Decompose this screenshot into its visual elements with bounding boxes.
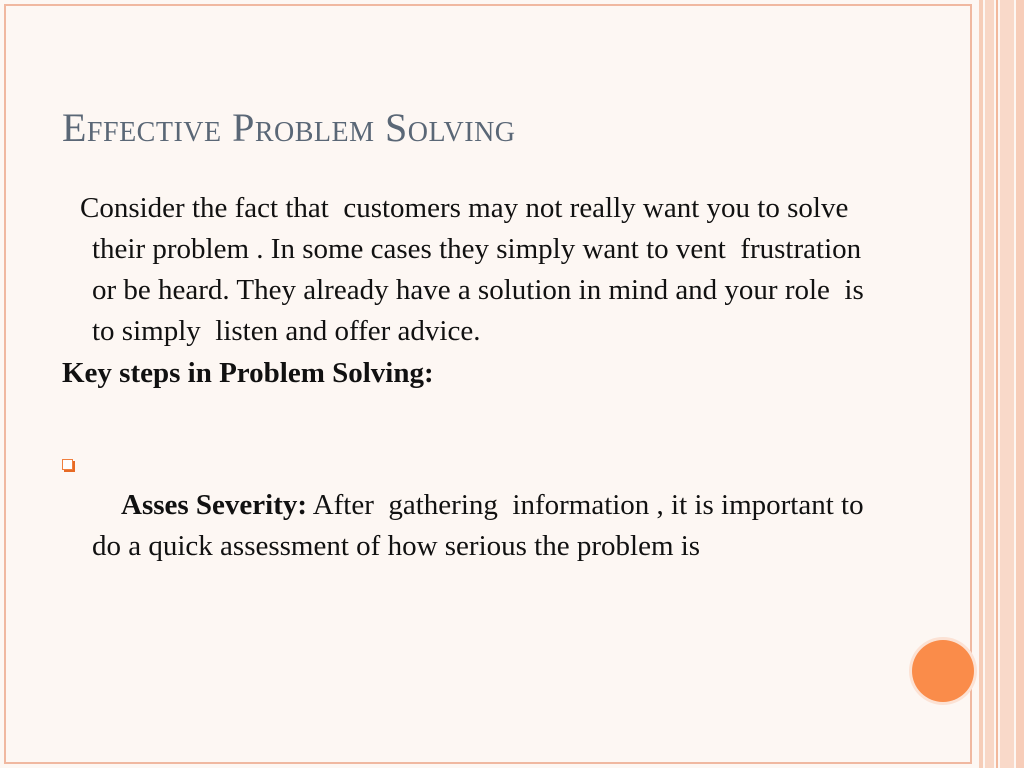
bullet-text: After gathering information , it is important to do a quick assessment of how serious the problem is — [92, 489, 871, 562]
section-heading: Key steps in Problem Solving: — [62, 357, 434, 389]
bullet-item-asses-severity — [62, 444, 882, 608]
bullet-label: Asses Severity: — [121, 489, 308, 521]
orange-circle-decoration — [912, 640, 974, 702]
square-bullet-icon — [62, 459, 73, 470]
stripe — [1000, 0, 1014, 768]
stripe — [1016, 0, 1024, 768]
intro-paragraph: Consider the fact that customers may not really want you to solve their problem . In some cases they simply want to vent frustration or be heard. They already have a solution in mind and your role is to simply listen and offer advice. — [80, 192, 872, 347]
stripe — [979, 0, 983, 768]
spacer — [62, 394, 882, 444]
slide-body — [62, 188, 882, 608]
stripe — [996, 0, 998, 768]
stripe — [985, 0, 994, 768]
slide-title: Effective Problem Solving — [62, 105, 516, 150]
